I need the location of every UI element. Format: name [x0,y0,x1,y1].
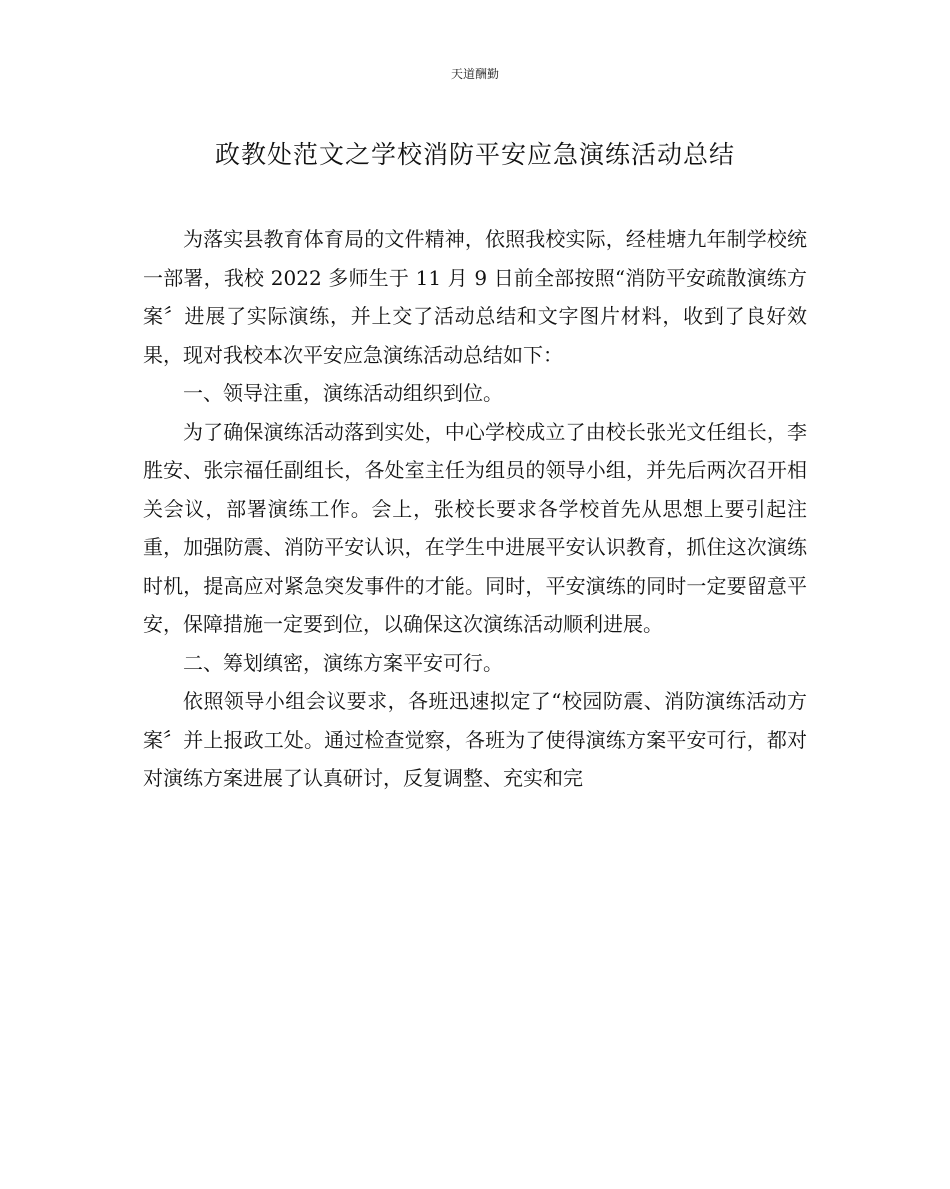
document-body [143,220,807,798]
paragraph-intro: 为落实县教育体育局的文件精神，依照我校实际，经桂塘九年制学校统一部署，我校 2022 多师生于 11 月 9 日前全部按照“消防平安疏散演练方案〞进展了实际演练，并上交了活动总结和文字图片材料，收到了良好效果，现对我校本次平安应急演练活动总结如下： [143,227,807,367]
paragraph-planning: 依照领导小组会议要求，各班迅速拟定了“校园防震、消防演练活动方案〞并上报政工处。通过检查觉察，各班为了使得演练方案平安可行，都对对演练方案进展了认真研讨，反复调整、充实和完 [143,689,807,790]
paragraph-heading-1: 一、领导注重，演练活动组织到位。 [183,381,503,405]
page-header: 天道酬勤 [450,67,499,81]
paragraph-heading-2: 二、筹划缜密，演练方案平安可行。 [183,650,503,675]
document-title: 政教处范文之学校消防平安应急演练活动总结 [214,140,735,169]
paragraph-leadership: 为了确保演练活动落到实处，中心学校成立了由校长张光文任组长，李胜安、张宗福任副组长，各处室主任为组员的领导小组，并先后两次召开相关会议，部署演练工作。会上，张校长要求各学校首先从思想上要引起注重，加强防震、消防平安认识，在学生中进展平安认识教育，抓住这次演练时机，提高应对紧急突发事件的才能。同时，平安演练的同时一定要留意平安，保障措施一定要到位，以确保这次演练活动顺利进展。 [143,419,807,636]
